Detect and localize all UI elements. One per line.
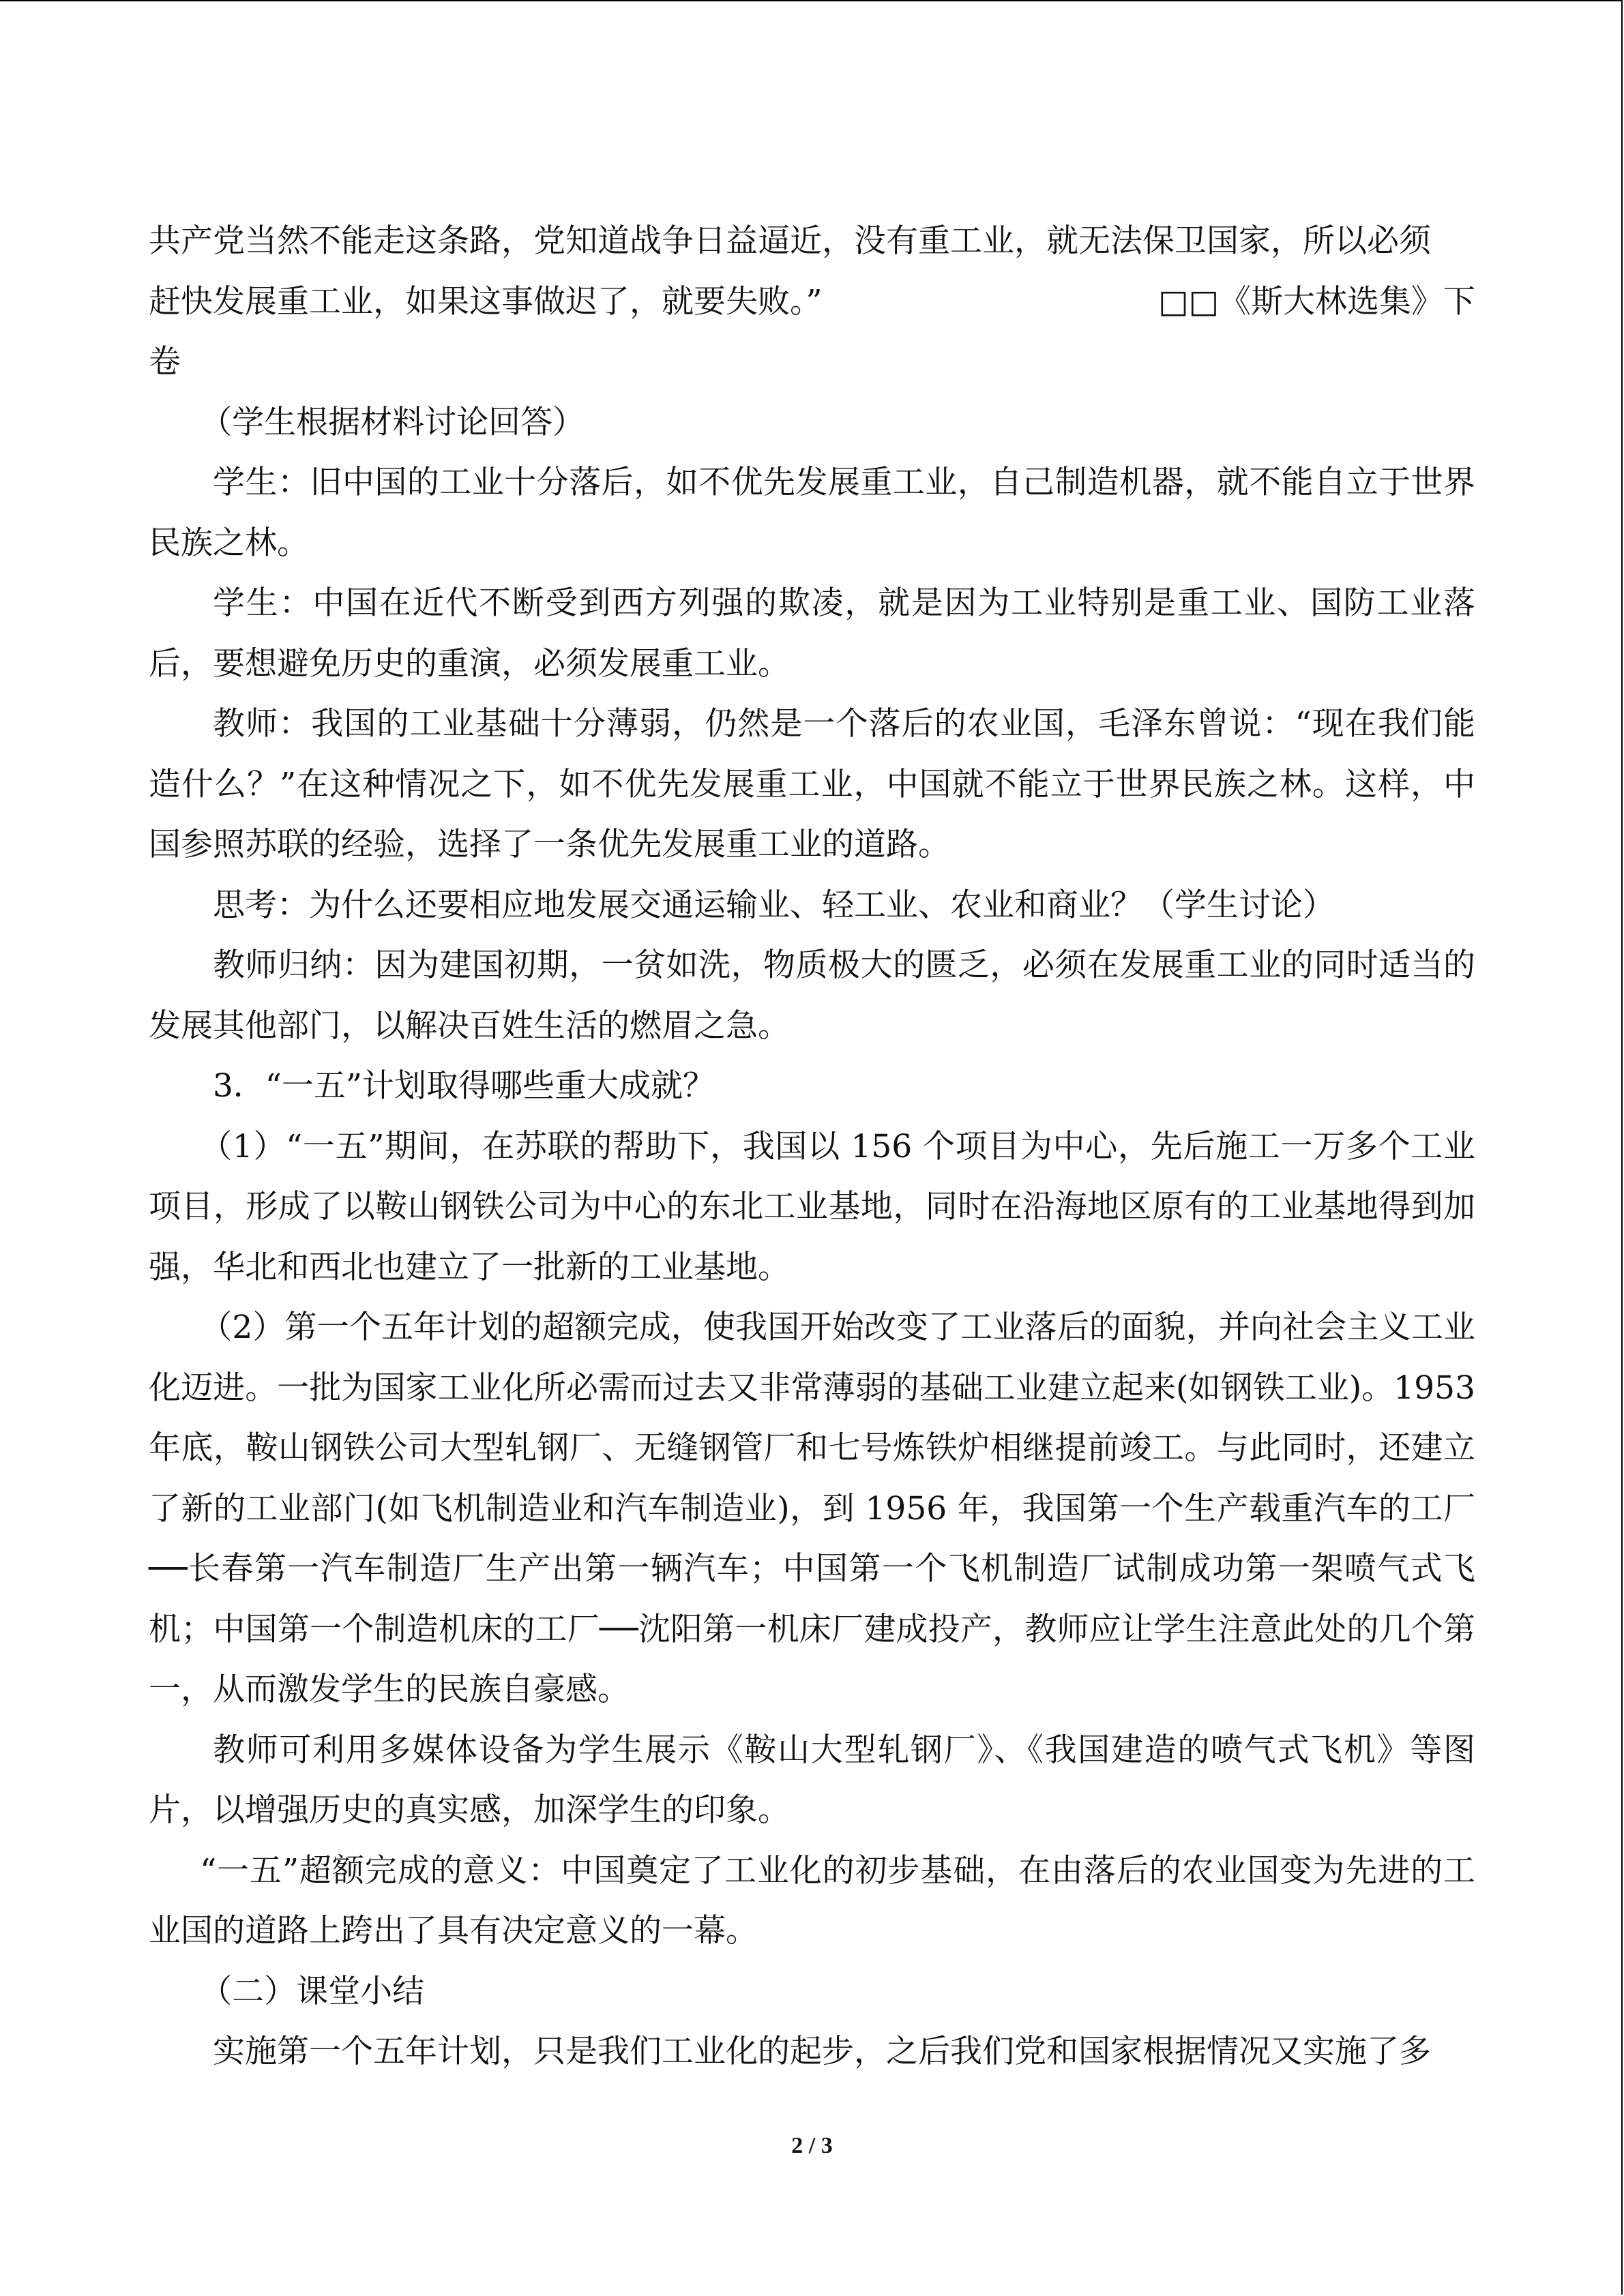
paragraph-quote-line-3: 卷 xyxy=(149,343,181,381)
paragraph-class-summary-heading: （二）课堂小结 xyxy=(200,1972,425,2010)
document-body xyxy=(149,211,1475,2083)
paragraph-achievement-2: （2）第一个五年计划的超额完成，使我国开始改变了工业落后的面貌，并向社会主义工业化迈进。一批为国家工业化所必需而过去又非常薄弱的基础工业建立起来(如钢铁工业)。1953 年底，鞍山钢铁公司大型轧钢厂、无缝钢管厂和七号炼铁炉相继提前竣工。与此同时，还建立了新的工业部门(如飞机制造业和汽车制造业)，到 1956 年，我国第一个生产载重汽车的工厂──长春第一汽车制造厂生产出第一辆汽车；中国第一个飞机制造厂试制成功第一架喷气式飞机；中国第一个制造机床的工厂──沈阳第一机床厂建成投产，教师应让学生注意此处的几个第一，从而激发学生的民族自豪感。 xyxy=(149,1309,1475,1708)
quote-text: 赶快发展重工业，如果这事做迟了，就要失败。” xyxy=(149,282,823,320)
paragraph-teacher-summary: 教师归纳：因为建国初期，一贫如洗，物质极大的匮乏，必须在发展重工业的同时适当的发展其他部门，以解决百姓生活的燃眉之急。 xyxy=(149,946,1475,1045)
paragraph-student-answer-2: 学生：中国在近代不断受到西方列强的欺凌，就是因为工业特别是重工业、国防工业落后，要想避免历史的重演，必须发展重工业。 xyxy=(149,584,1475,683)
paragraph-class-summary: 实施第一个五年计划，只是我们工业化的起步，之后我们党和国家根据情况又实施了多 xyxy=(213,2033,1431,2070)
paragraph-think-question: 思考：为什么还要相应地发展交通运输业、轻工业、农业和商业？（学生讨论） xyxy=(213,886,1335,924)
paragraph-teacher-explanation: 教师：我国的工业基础十分薄弱，仍然是一个落后的农业国，毛泽东曾说：“现在我们能造什么？”在这种情况之下，如不优先发展重工业，中国就不能立于世界民族之林。这样，中国参照苏联的经验，选择了一条优先发展重工业的道路。 xyxy=(149,705,1475,863)
paragraph-quote-line-1: 共产党当然不能走这条路，党知道战争日益逼近，没有重工业，就无法保卫国家，所以必须 xyxy=(149,222,1431,260)
paragraph-discussion-note: （学生根据材料讨论回答） xyxy=(200,403,585,441)
quote-source: □□《斯大林选集》下 xyxy=(1158,282,1475,320)
paragraph-achievement-1: （1）“一五”期间，在苏联的帮助下，我国以 156 个项目为中心，先后施工一万多个工业项目，形成了以鞍山钢铁公司为中心的东北工业基地，同时在沿海地区原有的工业基地得到加强，华北和西北也建立了一批新的工业基地。 xyxy=(149,1127,1475,1286)
paragraph-quote-line-2 xyxy=(149,272,1475,333)
paragraph-significance: “一五”超额完成的意义：中国奠定了工业化的初步基础，在由落后的农业国变为先进的工业国的道路上跨出了具有决定意义的一幕。 xyxy=(149,1851,1475,1950)
paragraph-section-heading-3: 3．“一五”计划取得哪些重大成就？ xyxy=(213,1067,715,1105)
paragraph-student-answer-1: 学生：旧中国的工业十分落后，如不优先发展重工业，自己制造机器，就不能自立于世界民族之林。 xyxy=(149,464,1475,562)
page-number: 2 / 3 xyxy=(791,2133,833,2158)
paragraph-multimedia-note: 教师可利用多媒体设备为学生展示《鞍山大型轧钢厂》、《我国建造的喷气式飞机》等图片，以增强历史的真实感，加深学生的印象。 xyxy=(149,1731,1475,1829)
